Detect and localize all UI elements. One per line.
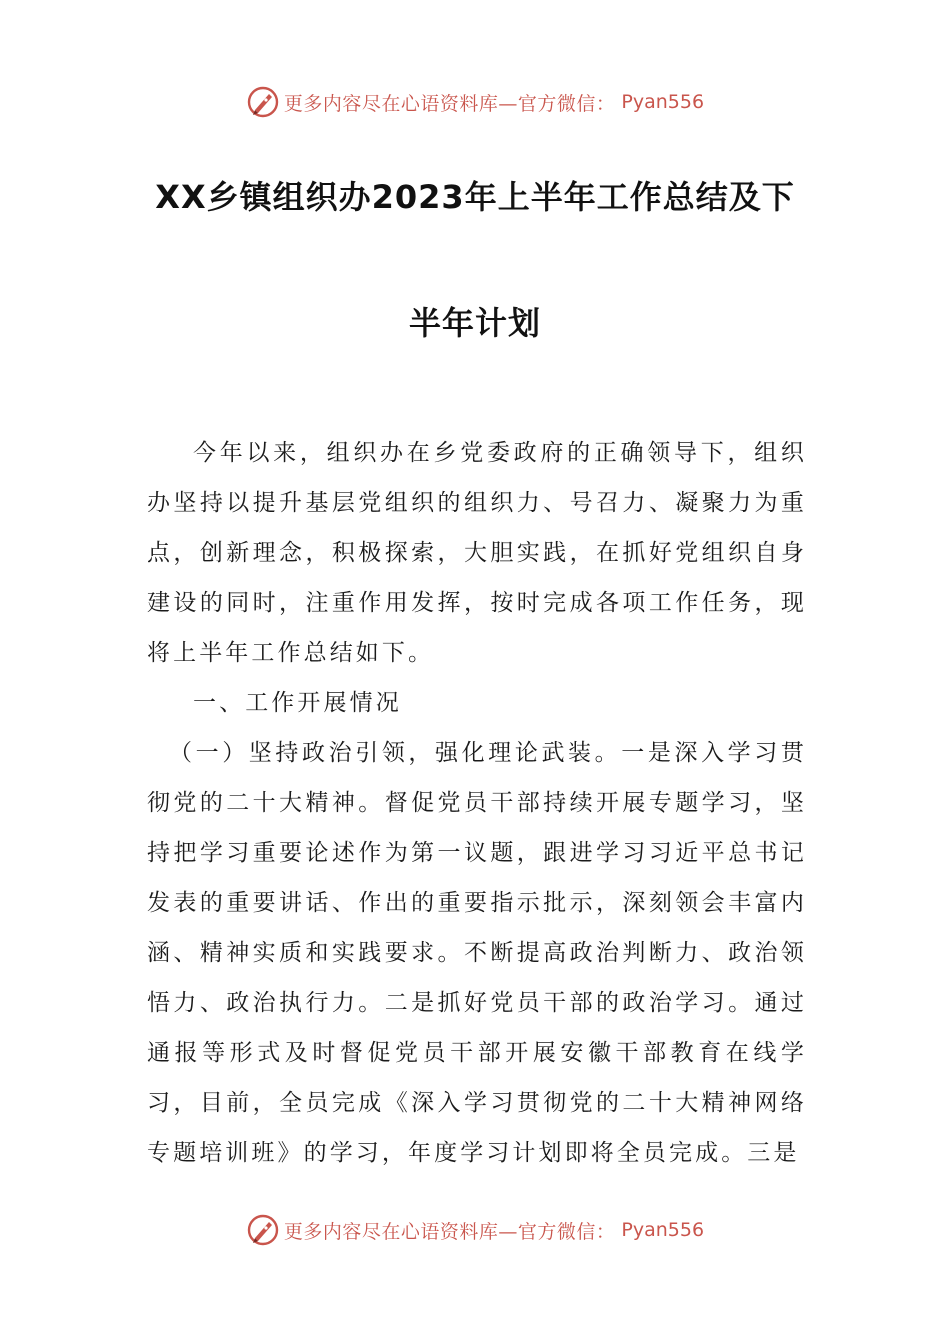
watermark-bottom	[0, 1210, 950, 1250]
document-title-continued: 半年计划	[408, 304, 541, 342]
watermark-wechat-id: Pyan556	[621, 91, 705, 113]
document-title: XX乡镇组织办2023年上半年工作总结及下	[155, 178, 795, 216]
pen-logo-icon	[246, 85, 280, 119]
watermark-text: 更多内容尽在心语资料库—官方微信：	[283, 1220, 616, 1243]
intro-paragraph: 今年以来，组织办在乡党委政府的正确领导下，组织办坚持以提升基层党组织的组织力、号召力、凝聚力为重点，创新理念，积极探索，大胆实践，在抓好党组织自身建设的同时，注重作用发挥，按时完成各项工作任务，现将上半年工作总结如下。	[147, 440, 807, 666]
pen-logo-icon	[246, 1213, 280, 1247]
section-paragraph: （一）坚持政治引领，强化理论武装。一是深入学习贯彻党的二十大精神。督促党员干部持续开展专题学习，坚持把学习重要论述作为第一议题，跟进学习习近平总书记发表的重要讲话、作出的重要指示批示，深刻领会丰富内涵、精神实质和实践要求。不断提高政治判断力、政治领悟力、政治执行力。二是抓好党员干部的政治学习。通过通报等形式及时督促党员干部开展安徽干部教育在线学习，目前，全员完成《深入学习贯彻党的二十大精神网络专题培训班》的学习，年度学习计划即将全员完成。三是	[147, 740, 807, 1166]
watermark-text: 更多内容尽在心语资料库—官方微信：	[283, 92, 616, 115]
document-body	[147, 428, 807, 1178]
watermark-wechat-id: Pyan556	[621, 1219, 705, 1241]
section-heading: 一、工作开展情况	[193, 690, 402, 716]
watermark-top	[0, 82, 950, 122]
